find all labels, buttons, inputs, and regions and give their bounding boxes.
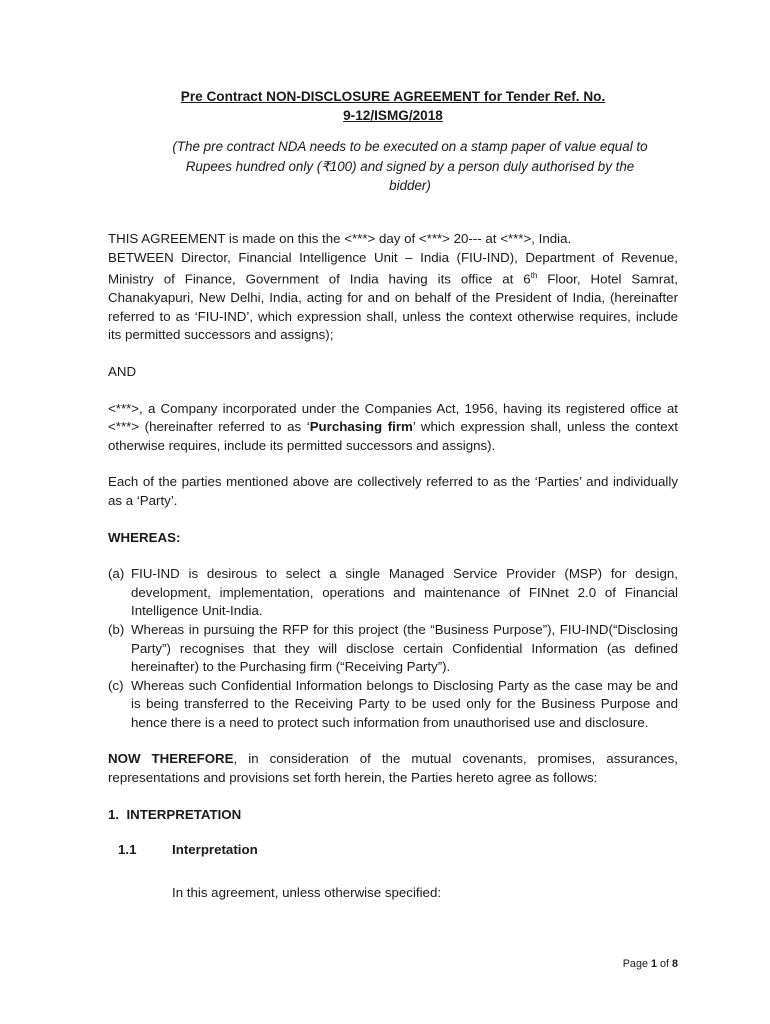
subsection-title: Interpretation: [172, 842, 258, 858]
section-number: 1.: [108, 806, 120, 822]
list-item-text: FIU-IND is desirous to select a single Managed Service Provider (MSP) for design, development, implementation, operations and maintenance of FINnet 2.0 of Financial Intelligence Unit-India.: [131, 566, 678, 619]
subsection-number: 1.1: [118, 842, 137, 858]
now-therefore-term: NOW THEREFORE: [108, 751, 234, 767]
whereas-heading: WHEREAS:: [108, 529, 181, 545]
now-therefore-text: , in consideration of the mutual covenants, promises, assurances, representations and provisions set forth herein, the Parties hereto agree as follows:: [108, 751, 678, 786]
title-line-2: 9-12/ISMG/2018: [343, 108, 443, 123]
list-item-label: (b): [108, 621, 125, 637]
section-heading: [108, 806, 678, 825]
stamp-paper-note: [140, 137, 680, 196]
whereas-list: [108, 565, 678, 732]
list-item-label: (c): [108, 677, 124, 693]
list-item-label: (a): [108, 566, 125, 582]
company-paragraph: [108, 400, 678, 456]
list-item: [108, 677, 678, 733]
now-therefore-paragraph: [108, 750, 678, 787]
company-text: <***>, a Company incorporated under the Companies Act, 1956, having its registered office at <***> (hereinafter referred to as ‘: [108, 400, 678, 435]
page-label: Page: [622, 958, 651, 970]
company-text-rest: ’ which expression shall, unless the context otherwise requires, include its permitted successors and assigns).: [108, 419, 678, 453]
document-title: [108, 87, 678, 125]
between-text: BETWEEN Director, Financial Intelligence Unit – India (FIU-IND), Department of Revenue, Ministry of Finance, Government of India having its office at 6: [108, 249, 678, 287]
list-item-text: Whereas in pursuing the RFP for this project (the “Business Purpose”), FIU-IND(“Disclosing Party”) recognises that they will disclose certain Confidential Information (as defined hereinafter) to the Purchasing firm (“Receiving Party”).: [131, 621, 678, 675]
title-line-1: Pre Contract NON-DISCLOSURE AGREEMENT for Tender Ref. No.: [180, 89, 606, 104]
interpretation-text: In this agreement, unless otherwise specified:: [172, 884, 442, 900]
parties-paragraph: Each of the parties mentioned above are collectively referred to as the ‘Parties’ and individually as a ‘Party’.: [108, 474, 678, 508]
between-paragraph: [108, 249, 678, 345]
note-line-3: bidder): [389, 178, 431, 193]
section-title: INTERPRETATION: [126, 806, 242, 822]
agreement-date-paragraph: THIS AGREEMENT is made on this the <***> day of <***> 20--- at <***>, India.: [108, 231, 572, 246]
page-current: 1: [650, 958, 657, 970]
page-of: of: [656, 958, 672, 970]
list-item-text: Whereas such Confidential Information belongs to Disclosing Party as the case may be and is being transferred to the Receiving Party to be used only for the Business Purpose and hence there is a need to protect such information from unauthorised use and disclosure.: [131, 677, 678, 730]
between-text-rest: Floor, Hotel Samrat, Chanakyapuri, New Delhi, India, acting for and on behalf of the President of India, (hereinafter referred to as ‘FIU-IND’, which expression shall, unless the context otherwise requires, include its permitted successors and assigns);: [108, 271, 678, 343]
page-total: 8: [671, 958, 678, 970]
list-item: [108, 565, 678, 621]
list-item: [108, 621, 678, 677]
purchasing-firm-term: Purchasing firm: [309, 419, 413, 435]
subsection-heading: [118, 841, 678, 860]
page-number: [623, 958, 678, 970]
and-label: AND: [108, 363, 137, 379]
ordinal-suffix: th: [530, 271, 538, 281]
document-body: [108, 230, 678, 902]
note-line-2: Rupees hundred only (₹100) and signed by a person duly authorised by the: [185, 158, 635, 174]
note-line-1: (The pre contract NDA needs to be executed on a stamp paper of value equal to: [172, 139, 648, 154]
